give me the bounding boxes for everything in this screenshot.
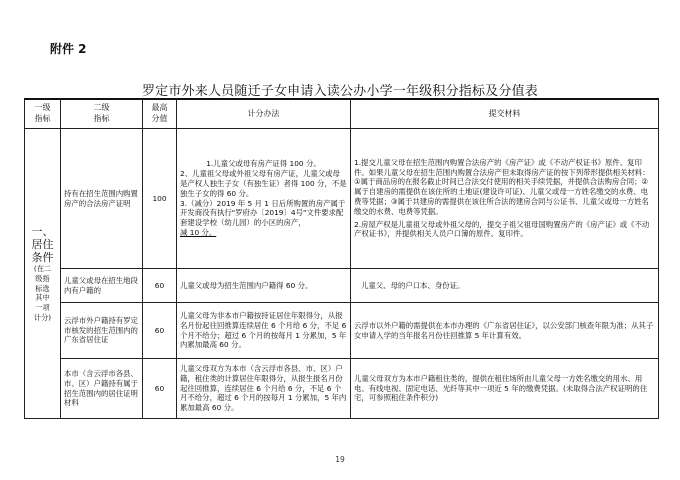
table-header-row	[25, 99, 659, 129]
header-method: 计分办法	[177, 99, 351, 129]
level1-main: 一、 居住 条件	[31, 224, 54, 264]
method-cell: 儿童父母为非本市户籍按持证居住年限得分，从报名月份起往回推算连续居住 6 个月给 6 分，不足 6 个月不给分；超过 6 个月的按每月 1 分累加，5 年内累加最高 60 分。	[177, 303, 351, 359]
header-level2: 二级 指标	[61, 99, 143, 129]
materials-cell: 儿童父、母的户口本、身份证。	[351, 269, 659, 303]
level1-note: (在二 级指 标选 其中 一项 计分)	[33, 264, 52, 322]
method-line: 减 10 分。	[180, 227, 217, 237]
method-cell: 儿童父母双方为本市（含云浮市各县、市、区）户籍，租住类的计算居住年限得分，从报生报名月份起往回推算，连续居住 6 个月给 6 分，不足 6 个月不给分，超过 6 个月的按每月 1 分累加，5 年内累加最高 60 分。	[177, 359, 351, 419]
page-title: 罗定市外来人员随迁子女申请入读公办小学一年级积分指标及分值表	[141, 84, 538, 99]
table-row	[25, 359, 659, 419]
score-cell: 60	[143, 359, 177, 419]
table-row	[25, 129, 659, 269]
materials-line: 1.提交儿童父母在招生范围内购置合法房产的《房产证》或《不动产权证书》原件、复印件。如果儿童父母在招生范围内购置合法房产但未取得房产证的按下列带形提供相关材料：①属于商品房的在报名截止时间已合法交付使用的相关手续凭据，并提供合法购房合同；②属于自建房的需提供在该住所的土地证(建设许可证)、儿童父或母一方姓名缴交的水费、电费等凭据；③属于共建房的需提供在该住所合法的建房合同与公证书、儿童父或母一方姓名缴交的水费、电费等凭据。	[354, 157, 650, 216]
attachment-label: 附件 2	[50, 42, 87, 56]
indicator-cell: 云浮市外户籍持有罗定市核发的招生范围内的广东省居住证	[61, 303, 143, 359]
header-materials: 提交材料	[351, 99, 659, 129]
scoring-table	[24, 98, 659, 419]
method-line: 2、儿童祖父母或外祖父母有房产证，儿童父或母是产权人独生子女（有独生证）者得 100 分，不是独生子女的得 60 分。	[180, 169, 347, 198]
indicator-cell: 本市（含云浮市各县、市、区）户籍持有属于招生范围内的居住证明材料	[61, 359, 143, 419]
header-max-score: 最高 分值	[143, 99, 177, 129]
materials-cell: 云浮市以外户籍的需提供在本市办理的《广东省居住证》，以公安部门核查年限为准；从其子女申请入学的当年报名月份往回推算 5 年计算有效。	[351, 303, 659, 359]
materials-line: 2.房屋产权是儿童祖父母或外祖父母的，提交子祖父祖母国购置房产的《房产证》或《不动产权证书》，并提供相关人员户口簿的原件、复印件。	[354, 219, 650, 239]
score-cell: 60	[143, 269, 177, 303]
level1-cell	[25, 129, 61, 419]
table-row	[25, 303, 659, 359]
materials-cell: 儿童父母双方为本市户籍租住类的，提供在租住场所由儿童父母一方姓名缴交的用水、用电、有线电视、固定电话、光纤等其中一项近 5 年的缴费凭据。(未取得合法产权证明的住宅，可参照租住条件积分)	[351, 359, 659, 419]
table-row	[25, 269, 659, 303]
score-cell: 60	[143, 303, 177, 359]
header-level1: 一级 指标	[25, 99, 61, 129]
materials-cell	[351, 129, 659, 269]
method-cell: 儿童父或母为招生范围内户籍得 60 分。	[177, 269, 351, 303]
indicator-cell: 儿童父或母在招生地段内有户籍的	[61, 269, 143, 303]
indicator-cell: 持有在招生范围内购置房产的合法房产证明	[61, 129, 143, 269]
method-line: 1.儿童父或母有房产证得 100 分。	[206, 159, 321, 169]
method-cell	[177, 129, 351, 269]
score-cell: 100	[143, 129, 177, 269]
method-line: 3.（减分）2019 年 5 月 1 日后所购置的房产属于开发商没有执行"罗府办〔2019〕4号"文件要求配套建设学校（幼儿园）的小区的房产，	[180, 198, 346, 228]
page-number: 19	[335, 455, 345, 464]
